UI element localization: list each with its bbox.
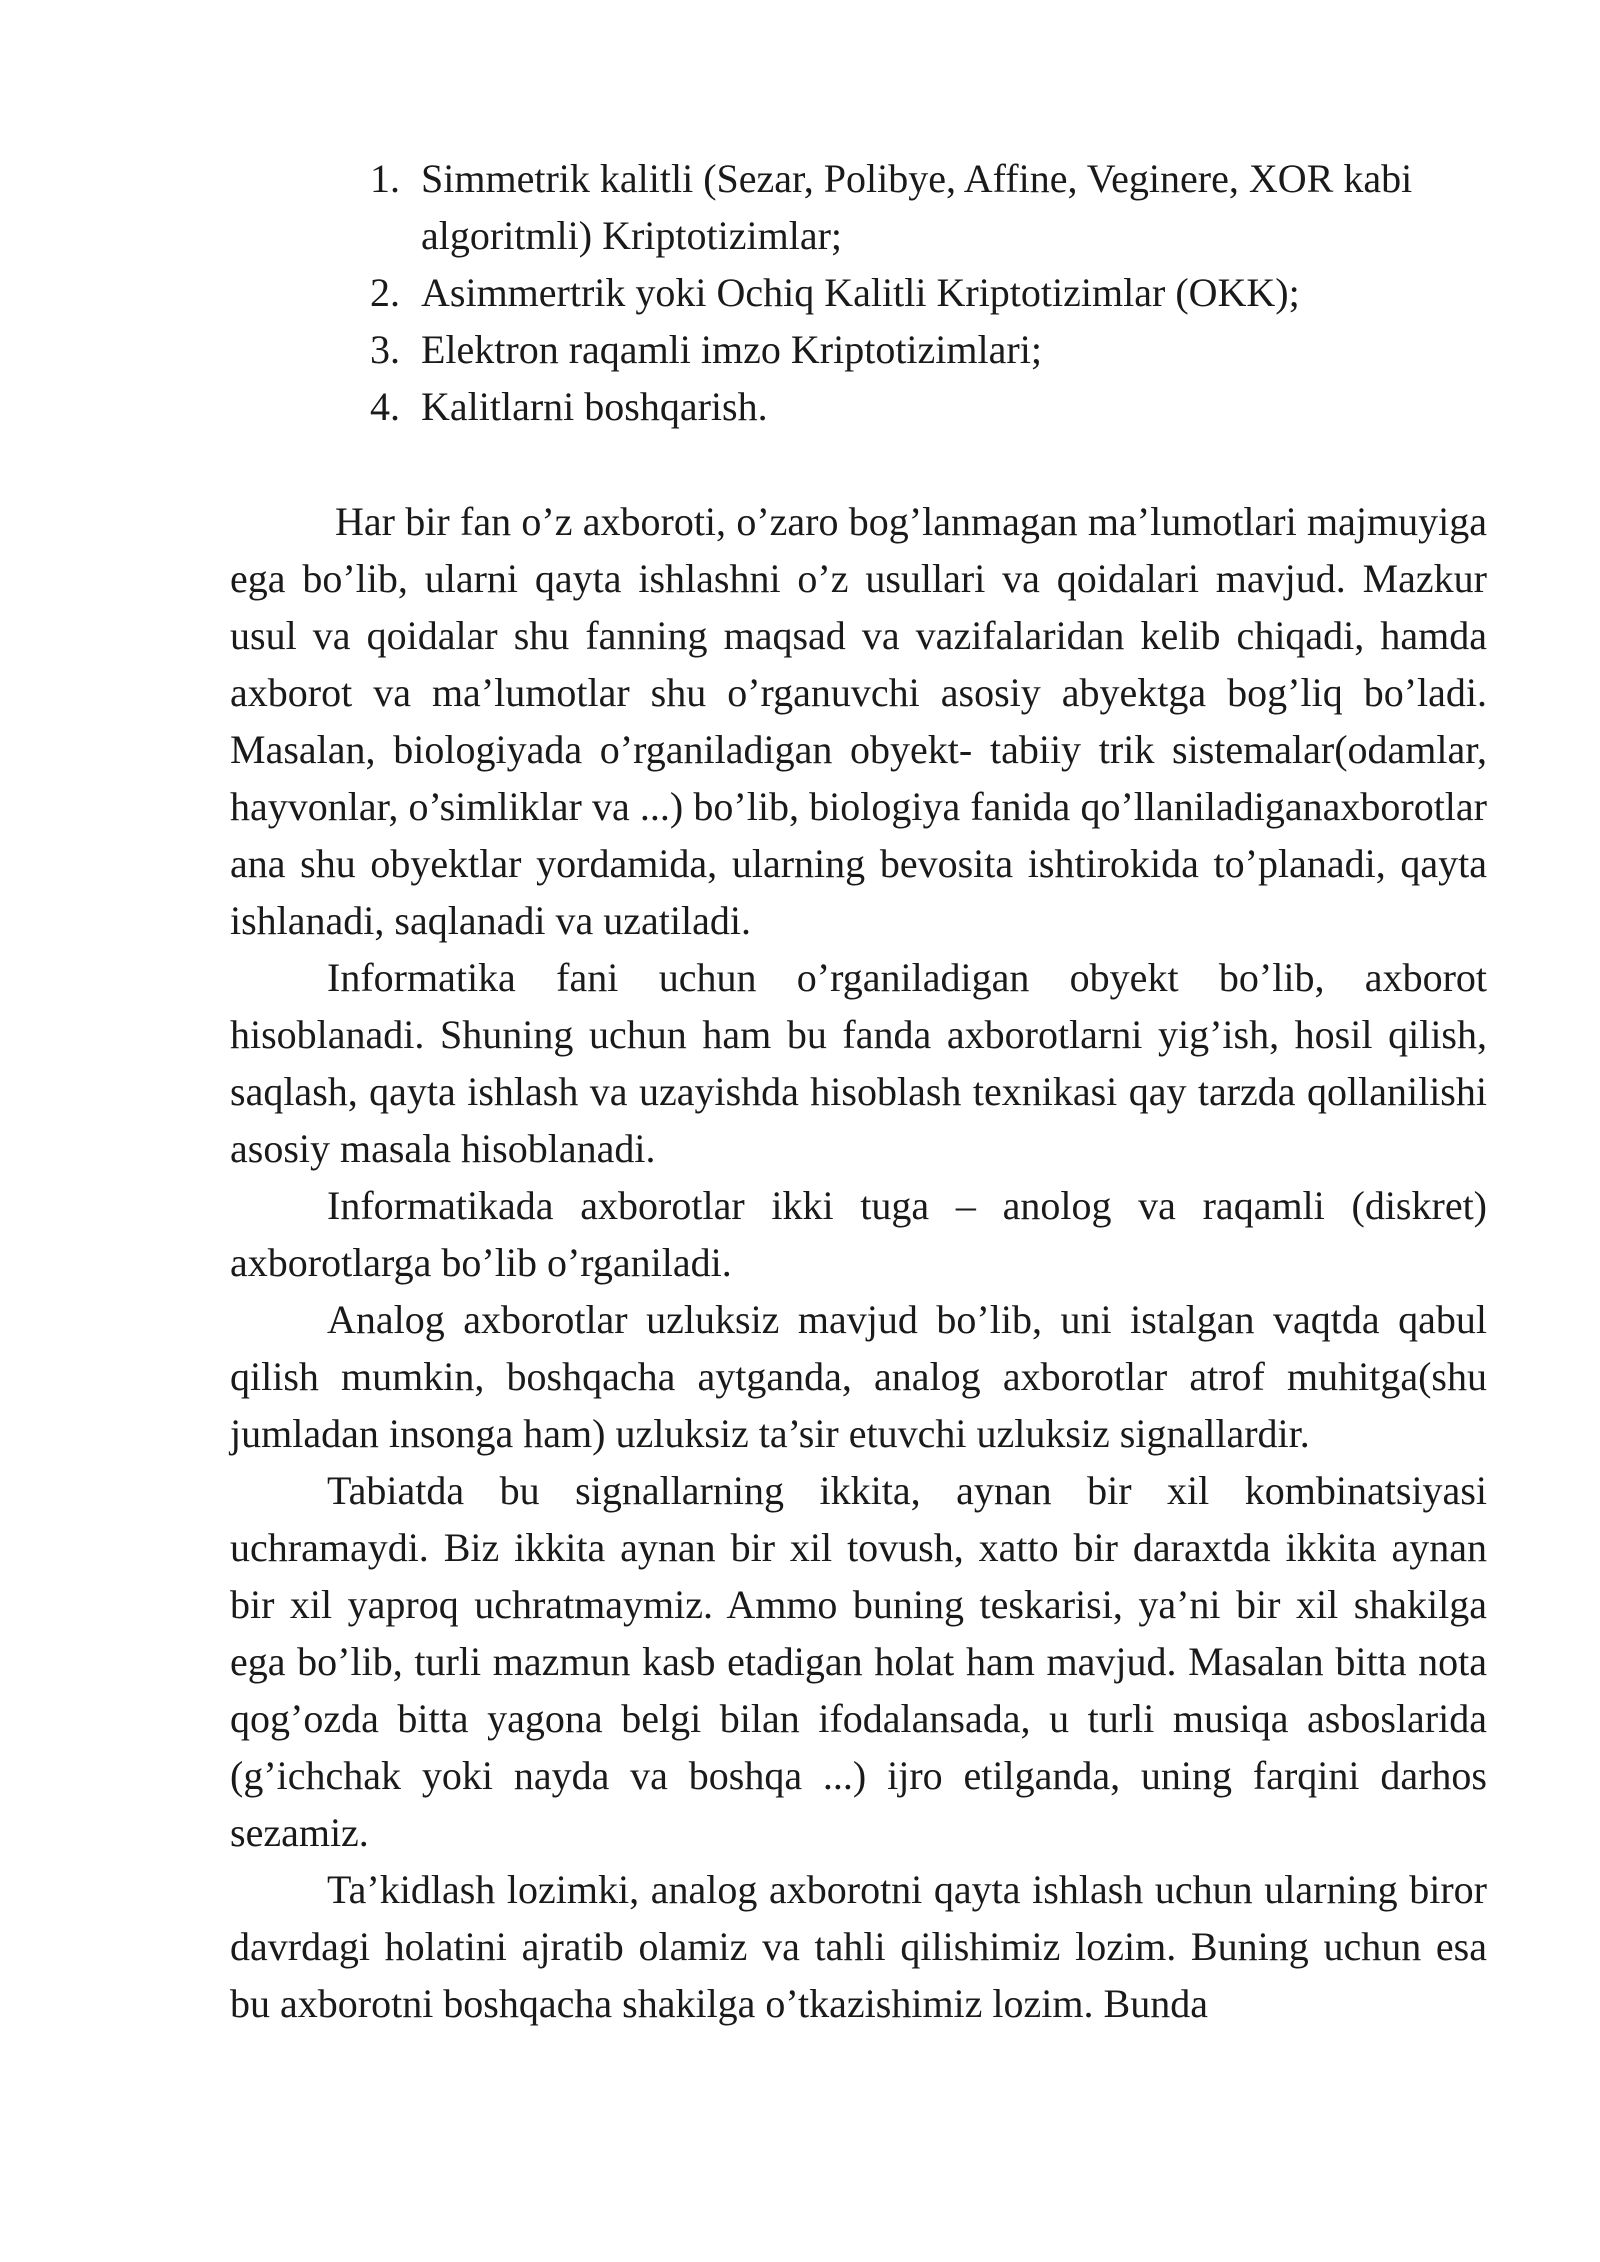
paragraph: Informatikada axborotlar ikki tuga – anolog va raqamli (diskret) axborotlarga bo’lib o’rganiladi. (230, 1183, 1487, 1285)
paragraph: Tabiatda bu signallarning ikkita, aynan bir xil kombinatsiyasi uchramaydi. Biz ikkita aynan bir xil tovush, xatto bir daraxtda ikkita aynan bir xil yaproq uchratmaymiz. Ammo buning teskarisi, ya’ni bir xil shakilga ega bo’lib, turli mazmun kasb etadigan holat ham mavjud. Masalan bitta nota qog’ozda bitta yagona belgi bilan ifodalansada, u turli musiqa asboslarida (g’ichchak yoki nayda va boshqa ...) ijro etilganda, uning farqini darhos sezamiz. (230, 1468, 1487, 1855)
list-item-text: Elektron raqamli imzo Kriptotizimlari; (421, 327, 1042, 372)
list-item (370, 378, 1500, 435)
numbered-list (370, 150, 1500, 435)
list-item-number: 1. (370, 156, 400, 201)
paragraph: Analog axborotlar uzluksiz mavjud bo’lib, uni istalgan vaqtda qabul qilish mumkin, boshqacha aytganda, analog axborotlar atrof muhitga(shu jumladan insonga ham) uzluksiz ta’sir etuvchi uzluksiz signallardir. (230, 1297, 1487, 1456)
list-item (370, 264, 1500, 321)
list-item (370, 150, 1500, 264)
paragraph: Informatika fani uchun o’rganiladigan obyekt bo’lib, axborot hisoblanadi. Shuning uchun ham bu fanda axborotlarni yig’ish, hosil qilish, saqlash, qayta ishlash va uzayishda hisoblash texnikasi qay tarzda qollanilishi asosiy masala hisoblanadi. (230, 955, 1487, 1171)
list-item-text: Simmetrik kalitli (Sezar, Polibye, Affine, Veginere, XOR kabi algoritmli) Kriptotizimlar; (421, 156, 1413, 258)
list-item-number: 2. (370, 270, 400, 315)
paragraph: Ta’kidlash lozimki, analog axborotni qayta ishlash uchun ularning biror davrdagi holatini ajratib olamiz va tahli qilishimiz lozim. Buning uchun esa bu axborotni boshqacha shakilga o’tkazishimiz lozim. Bunda (230, 1867, 1487, 2026)
list-item-text: Kalitlarni boshqarish. (421, 384, 768, 429)
list-item (370, 321, 1500, 378)
body-text (230, 493, 1487, 2032)
paragraph: Har bir fan o’z axboroti, o’zaro bog’lanmagan ma’lumotlari majmuyiga ega bo’lib, ularni qayta ishlashni o’z usullari va qoidalari mavjud. Mazkur usul va qoidalar shu fanning maqsad va vazifalaridan kelib chiqadi, hamda axborot va ma’lumotlar shu o’rganuvchi asosiy abyektga bog’liq bo’ladi. Masalan, biologiyada o’rganiladigan obyekt- tabiiy trik sistemalar(odamlar, hayvonlar, o’simliklar va ...) bo’lib, biologiya fanida qo’llaniladiganaxborotlar ana shu obyektlar yordamida, ularning bevosita ishtirokida to’planadi, qayta ishlanadi, saqlanadi va uzatiladi. (230, 499, 1487, 943)
list-item-text: Asimmertrik yoki Ochiq Kalitli Kriptotizimlar (OKK); (421, 270, 1300, 315)
list-item-number: 3. (370, 327, 400, 372)
list-item-number: 4. (370, 384, 400, 429)
